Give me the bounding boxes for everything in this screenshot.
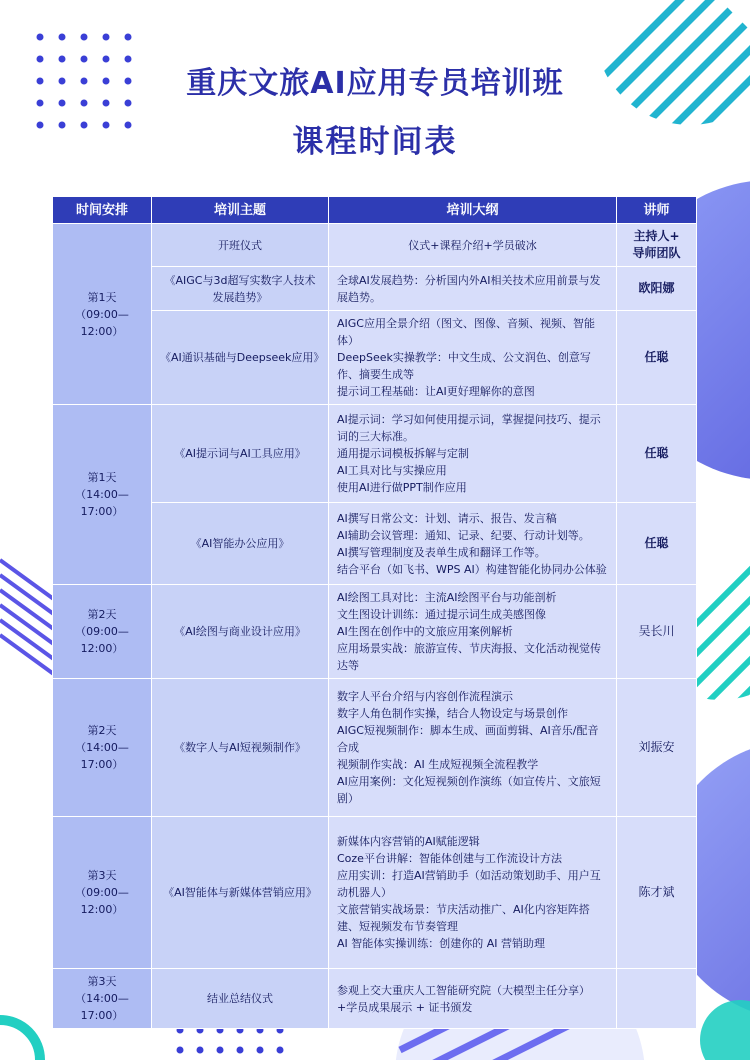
outline-cell <box>329 267 617 311</box>
topic-cell: 《AI绘图与商业设计应用》 <box>152 585 329 679</box>
outline-cell <box>329 585 617 679</box>
title-block <box>0 58 750 161</box>
time-day: 第2天 <box>87 608 117 621</box>
outline-line: AIGC短视频制作：脚本生成、画面剪辑、AI音乐/配音合成 <box>337 724 599 754</box>
purple-stripe-decoration-left <box>0 560 55 675</box>
dot-row-decoration-bottom <box>177 1027 284 1054</box>
lecturer-cell: 刘振安 <box>617 679 697 817</box>
outline-cell <box>329 503 617 585</box>
time-cell <box>53 405 152 585</box>
time-day: 第3天 <box>87 975 117 988</box>
outline-line: AI辅助会议管理：通知、记录、纪要、行动计划等。 <box>337 528 590 542</box>
outline-cell <box>329 969 617 1029</box>
teal-circle-decoration-bottom <box>700 1000 750 1060</box>
topic-cell: 《AI智能办公应用》 <box>152 503 329 585</box>
lecturer-cell <box>617 969 697 1029</box>
lecturer-cell: 欧阳娜 <box>617 267 697 311</box>
outline-line: 应用实训：打造AI营销助手（如活动策划助手、用户互动机器人） <box>337 869 601 899</box>
outline-line: AI提示词：学习如何使用提示词，掌握提问技巧、提示词的三大标准。 <box>337 413 601 443</box>
time-range: （14:00—17:00） <box>75 992 129 1022</box>
time-day: 第2天 <box>87 724 117 737</box>
outline-cell <box>329 224 617 267</box>
outline-line: 提示词工程基础：让AI更好理解你的意图 <box>337 385 535 398</box>
schedule-table <box>52 196 697 1029</box>
outline-line: 数字人角色制作实操，结合人物设定与场景创作 <box>337 707 568 720</box>
lecturer-cell: 任聪 <box>617 405 697 503</box>
time-day: 第1天 <box>87 290 117 304</box>
outline-line: Coze平台讲解：智能体创建与工作流设计方法 <box>337 852 562 865</box>
time-range: （14:00—17:00） <box>75 741 129 771</box>
outline-line: 结合平台（如飞书、WPS AI）构建智能化协同办公体验 <box>337 562 607 576</box>
lecturer-cell: 任聪 <box>617 311 697 405</box>
lecturer-cell: 陈才斌 <box>617 817 697 969</box>
time-cell <box>53 817 152 969</box>
outline-line: 仪式+课程介绍+学员破冰 <box>408 238 537 252</box>
outline-line: AIGC应用全景介绍（图文、图像、音频、视频、智能体） <box>337 317 595 347</box>
outline-line: DeepSeek实操教学：中文生成、公文润色、创意写作、摘要生成等 <box>337 351 591 381</box>
time-range: （09:00—12:00） <box>75 307 129 338</box>
topic-cell: 《数字人与AI短视频制作》 <box>152 679 329 817</box>
outline-line: AI撰写管理制度及表单生成和翻译工作等。 <box>337 545 546 559</box>
lecturer-cell <box>617 224 697 267</box>
table-row <box>53 224 697 267</box>
outline-line: AI应用案例：文化短视频创作演练（如宣传片、文旅短剧） <box>337 775 601 805</box>
time-cell <box>53 679 152 817</box>
topic-cell: 结业总结仪式 <box>152 969 329 1029</box>
outline-line: 数字人平台介绍与内容创作流程演示 <box>337 690 513 703</box>
time-range: （09:00—12:00） <box>75 886 129 916</box>
topic-cell: 《AI智能体与新媒体营销应用》 <box>152 817 329 969</box>
lecturer-cell: 吴长川 <box>617 585 697 679</box>
outline-line: AI绘图工具对比：主流AI绘图平台与功能剖析 <box>337 591 557 604</box>
topic-cell: 开班仪式 <box>152 224 329 267</box>
lecturer-cell: 任聪 <box>617 503 697 585</box>
outline-line: AI 智能体实操训练：创建你的 AI 营销助理 <box>337 937 546 950</box>
outline-line: 参观上交大重庆人工智能研究院（大模型主任分享）+学员成果展示 + 证书颁发 <box>337 983 590 1014</box>
outline-line: 使用AI进行做PPT制作应用 <box>337 481 467 494</box>
column-header-topic: 培训主题 <box>152 197 329 224</box>
outline-line: 全球AI发展趋势：分析国内外AI相关技术应用前景与发展趋势。 <box>337 273 601 304</box>
outline-cell <box>329 679 617 817</box>
outline-line: 文旅营销实战场景：节庆活动推广、AI化内容矩阵搭建、短视频发布节奏管理 <box>337 903 590 933</box>
outline-line: 通用提示词模板拆解与定制 <box>337 447 469 460</box>
topic-cell: 《AIGC与3d超写实数字人技术发展趋势》 <box>152 267 329 311</box>
lecturer-line: 导师团队 <box>632 246 681 260</box>
column-header-time: 时间安排 <box>53 197 152 224</box>
time-cell <box>53 585 152 679</box>
teal-arc-decoration <box>0 1020 40 1060</box>
topic-cell: 《AI通识基础与Deepseek应用》 <box>152 311 329 405</box>
topic-cell: 《AI提示词与AI工具应用》 <box>152 405 329 503</box>
table-row <box>53 817 697 969</box>
table-header-row <box>53 197 697 224</box>
time-cell <box>53 969 152 1029</box>
outline-line: 文生图设计训练：通过提示词生成美感图像 <box>337 608 546 621</box>
time-day: 第3天 <box>87 869 117 882</box>
outline-line: AI工具对比与实操应用 <box>337 464 447 477</box>
time-cell <box>53 224 152 405</box>
outline-line: AI生图在创作中的文旅应用案例解析 <box>337 625 513 638</box>
page-title: 重庆文旅AI应用专员培训班 <box>186 66 564 101</box>
table-row <box>53 405 697 503</box>
outline-cell <box>329 405 617 503</box>
outline-cell <box>329 311 617 405</box>
outline-line: 新媒体内容营销的AI赋能逻辑 <box>337 835 480 848</box>
lecturer-line: 主持人+ <box>633 229 680 243</box>
outline-line: AI撰写日常公文：计划、请示、报告、发言稿 <box>337 511 557 525</box>
table-row <box>53 585 697 679</box>
column-header-lecturer: 讲师 <box>617 197 697 224</box>
outline-cell <box>329 817 617 969</box>
outline-line: 视频制作实战：AI 生成短视频全流程教学 <box>337 758 539 771</box>
time-range: （14:00—17:00） <box>75 488 129 518</box>
column-header-outline: 培训大纲 <box>329 197 617 224</box>
time-range: （09:00—12:00） <box>75 625 129 655</box>
table-row <box>53 969 697 1029</box>
table-row <box>53 679 697 817</box>
page-subtitle: 课程时间表 <box>292 124 458 160</box>
time-day: 第1天 <box>87 471 117 484</box>
outline-line: 应用场景实战：旅游宣传、节庆海报、文化活动视觉传达等 <box>337 642 601 672</box>
